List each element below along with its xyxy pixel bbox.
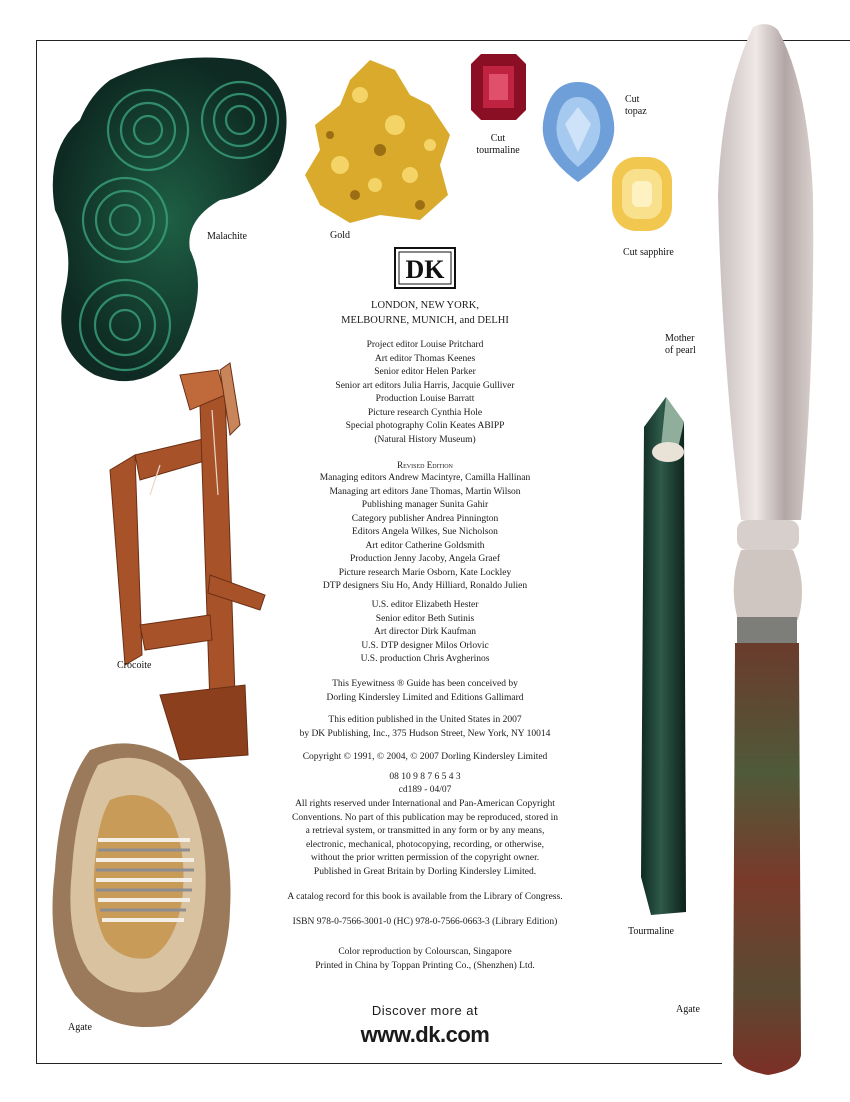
agate-left-image	[50, 740, 235, 1030]
credit-line: U.S. DTP designer Milos Orlovic	[361, 640, 489, 651]
published-statement	[255, 714, 595, 741]
credit-line: Art director Dirk Kaufman	[373, 627, 477, 637]
mother-of-pearl-caption-line2: of pearl	[665, 345, 696, 356]
cut-tourmaline-caption-line1: Cut	[490, 133, 506, 144]
credit-line: Managing art editors Jane Thomas, Martin Wilson	[329, 486, 521, 497]
text-line: Color reproduction by Colourscan, Singapore	[338, 947, 512, 957]
gold-caption: Gold	[330, 230, 350, 241]
cut-topaz-caption-line1: Cut	[625, 94, 640, 105]
text-line: This edition published in the United States in 2007	[328, 715, 522, 725]
imprint-column	[255, 0, 595, 1102]
original-credits	[255, 339, 595, 447]
crocoite-caption: Crocoite	[117, 660, 152, 671]
discover-more-text: Discover more at	[371, 1003, 479, 1018]
text-line: by DK Publishing, Inc., 375 Hudson Street, New York, NY 10014	[299, 728, 551, 739]
tourmaline-crystal-image	[636, 397, 691, 917]
credit-line: Art editor Thomas Keenes	[374, 353, 476, 364]
text-line: Printed in China by Toppan Printing Co., (Shenzhen) Ltd.	[315, 960, 535, 971]
print-numbers: 08 10 9 8 7 6 5 4 3	[389, 772, 461, 782]
credit-line: Senior editor Beth Sutinis	[375, 613, 475, 624]
cut-sapphire-image	[612, 157, 672, 231]
credit-line: Art editor Catherine Goldsmith	[365, 540, 485, 551]
agate-left-caption: Agate	[68, 1022, 92, 1033]
cities-line-1: LONDON, NEW YORK,	[371, 300, 479, 311]
credit-line: Editors Angela Wilkes, Sue Nicholson	[352, 527, 498, 537]
tourmaline-caption: Tourmaline	[628, 926, 674, 937]
credit-line: U.S. production Chris Avgherinos	[360, 654, 490, 664]
text-line: Dorling Kindersley Limited and Editions Gallimard	[326, 692, 524, 703]
credit-line: DTP designers Siu Ho, Andy Hilliard, Ronaldo Julien	[322, 581, 528, 591]
us-credits	[255, 599, 595, 667]
credit-line: U.S. editor Elizabeth Hester	[371, 600, 479, 610]
revised-credits	[255, 472, 595, 594]
credit-line: Senior art editors Julia Harris, Jacquie Gulliver	[335, 380, 515, 391]
text-line: Published in Great Britain by Dorling Kindersley Limited.	[313, 866, 537, 877]
text-line: Conventions. No part of this publication may be reproduced, stored in	[292, 812, 558, 823]
cities-line-2: MELBOURNE, MUNICH, and DELHI	[341, 315, 509, 326]
text-line: without the prior written permission of the copyright owner.	[310, 853, 540, 863]
credit-line: Category publisher Andrea Pinnington	[351, 513, 499, 524]
credit-line: Managing editors Andrew Macintyre, Camilla Hallinan	[319, 473, 531, 483]
mother-of-pearl-caption-line1: Mother	[665, 333, 695, 344]
cut-tourmaline-caption-line2: tourmaline	[476, 145, 520, 156]
agate-right-caption: Agate	[676, 1004, 700, 1015]
credit-line: Picture research Marie Osborn, Kate Lockley	[338, 567, 512, 578]
cut-topaz-caption	[625, 94, 647, 118]
credit-line: Publishing manager Sunita Gahir	[361, 500, 489, 510]
mother-of-pearl-caption	[665, 333, 696, 357]
credit-line: Picture research Cynthia Hole	[367, 407, 483, 418]
isbn-line: ISBN 978-0-7566-3001-0 (HC) 978-0-7566-0663-3 (Library Edition)	[292, 917, 558, 927]
credit-line: Project editor Louise Pritchard	[366, 340, 484, 350]
print-code: cd189 - 04/07	[398, 785, 452, 795]
malachite-caption: Malachite	[207, 231, 247, 242]
color-reproduction	[255, 946, 595, 973]
credit-line: Production Louise Barratt	[375, 394, 475, 404]
credit-line: (Natural History Museum)	[374, 434, 476, 445]
catalog-record: A catalog record for this book is available from the Library of Congress.	[287, 892, 563, 902]
mother-of-pearl-knife-image	[713, 25, 823, 1090]
copyright-line: Copyright © 1991, © 2004, © 2007 Dorling Kindersley Limited	[302, 752, 548, 762]
frame-line-left	[36, 40, 37, 1063]
conceived-statement	[255, 678, 595, 705]
cut-topaz-caption-line2: topaz	[625, 106, 647, 117]
text-line: a retrieval system, or transmitted in any form or by any means,	[305, 826, 545, 836]
revised-edition-heading: Revised Edition	[397, 460, 453, 470]
credit-line: Senior editor Helen Parker	[374, 367, 476, 377]
publisher-cities	[255, 298, 595, 328]
text-line: electronic, mechanical, photocopying, recording, or otherwise,	[306, 839, 544, 850]
dk-logo-text: DK	[405, 255, 445, 284]
dk-website-link[interactable]: www.dk.com	[360, 1022, 490, 1047]
text-line: This Eyewitness ® Guide has been conceived by	[332, 679, 518, 689]
credit-line: Special photography Colin Keates ABIPP	[345, 421, 505, 431]
credit-line: Production Jenny Jacoby, Angela Graef	[349, 554, 501, 564]
crocoite-image	[100, 365, 270, 765]
cut-sapphire-caption: Cut sapphire	[623, 247, 674, 258]
rights-statement	[255, 798, 595, 879]
text-line: All rights reserved under International and Pan-American Copyright	[295, 799, 555, 809]
